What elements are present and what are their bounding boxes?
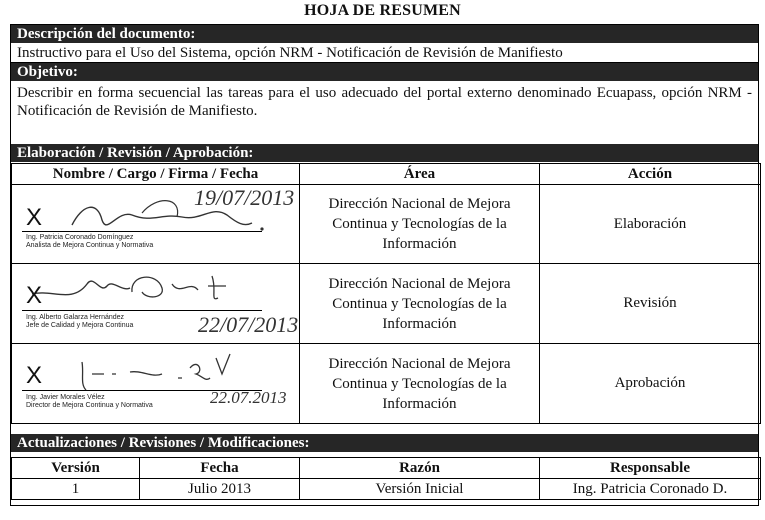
- table-row: [12, 264, 761, 344]
- column-header: Acción: [540, 164, 761, 185]
- column-header: Área: [300, 164, 540, 185]
- version-cell: 1: [12, 479, 140, 500]
- descripcion-text: Instructivo para el Uso del Sistema, opción NRM - Notificación de Revisión de Manifiesto: [11, 44, 758, 63]
- elaboracion-table: [11, 163, 761, 424]
- signature-date: 22/07/2013: [198, 312, 299, 337]
- signature-x-mark: X: [26, 282, 43, 309]
- signer-role: Analista de Mejora Continua y Normativa: [26, 242, 154, 249]
- handwritten-signature: [12, 344, 300, 424]
- signature-date: 22.07.2013: [210, 388, 287, 407]
- razon-cell: Versión Inicial: [300, 479, 540, 500]
- column-header: Nombre / Cargo / Firma / Fecha: [12, 164, 300, 185]
- responsable-cell: Ing. Patricia Coronado D.: [540, 479, 761, 500]
- actualizaciones-heading: Actualizaciones / Revisiones / Modificaciones:: [11, 434, 758, 452]
- signature-date: 19/07/2013: [194, 185, 295, 210]
- signer-role: Jefe de Calidad y Mejora Continua: [26, 322, 134, 329]
- signature-line: [22, 231, 262, 232]
- objetivo-text: Describir en forma secuencial las tareas para el uso adecuado del portal externo denominado Ecuapass, opción NRM - Notificación de Revisión de Manifiesto.: [17, 85, 752, 119]
- signer-name: Ing. Patricia Coronado Domínguez: [26, 234, 134, 241]
- signer-name: Ing. Javier Morales Vélez: [26, 394, 105, 401]
- signature-line: [22, 310, 262, 311]
- accion-cell: Elaboración: [540, 185, 761, 264]
- table-row: [12, 479, 761, 500]
- accion-cell: Revisión: [540, 264, 761, 344]
- objetivo-heading: Objetivo:: [11, 63, 758, 81]
- page-title: HOJA DE RESUMEN: [304, 2, 461, 19]
- signature-cell: [12, 264, 300, 344]
- area-cell: Dirección Nacional de Mejora Continua y Tecnologías de la Información: [300, 264, 540, 344]
- signer-role: Director de Mejora Continua y Normativa: [26, 402, 153, 409]
- signature-x-mark: X: [26, 362, 43, 389]
- table-row: [12, 185, 761, 264]
- table-row: [12, 344, 761, 424]
- column-header: Responsable: [540, 458, 761, 479]
- actualizaciones-table: [11, 457, 761, 500]
- fecha-cell: Julio 2013: [140, 479, 300, 500]
- column-header: Razón: [300, 458, 540, 479]
- signature-cell: [12, 185, 300, 264]
- accion-cell: Aprobación: [540, 344, 761, 424]
- elaboracion-heading: Elaboración / Revisión / Aprobación:: [11, 144, 758, 162]
- summary-sheet: [10, 24, 759, 506]
- descripcion-heading: Descripción del documento:: [11, 25, 758, 43]
- area-cell: Dirección Nacional de Mejora Continua y Tecnologías de la Información: [300, 185, 540, 264]
- signature-x-mark: X: [26, 204, 43, 231]
- column-header: Versión: [12, 458, 140, 479]
- table-header-row: [12, 164, 761, 185]
- table-header-row: [12, 458, 761, 479]
- area-cell: Dirección Nacional de Mejora Continua y Tecnologías de la Información: [300, 344, 540, 424]
- signer-name: Ing. Alberto Galarza Hernández: [26, 314, 125, 321]
- signature-cell: [12, 344, 300, 424]
- column-header: Fecha: [140, 458, 300, 479]
